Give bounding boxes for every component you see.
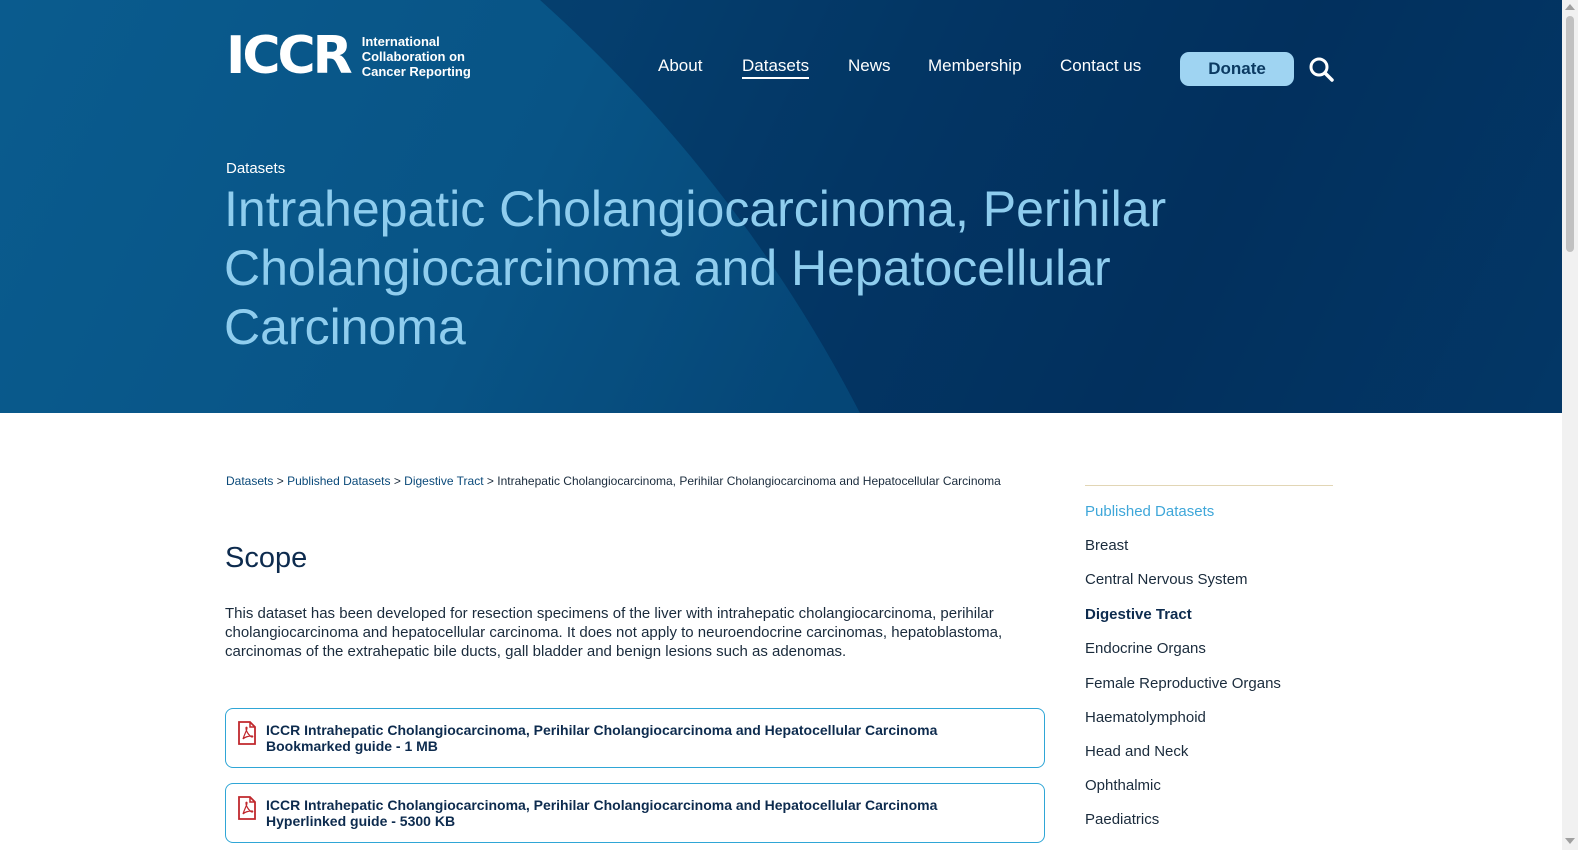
sidebar-item-head-and-neck[interactable]: Head and Neck [1085, 743, 1189, 760]
pdf-icon [237, 796, 257, 820]
breadcrumb-published-datasets[interactable]: Published Datasets [287, 474, 391, 488]
pdf-icon [237, 721, 257, 745]
sidebar-heading-published-datasets[interactable]: Published Datasets [1085, 503, 1215, 520]
scroll-up-arrow-icon[interactable] [1565, 4, 1575, 10]
page-title: Intrahepatic Cholangiocarcinoma, Perihilar Cholangiocarcinoma and Hepatocellular Carcinoma [224, 181, 1167, 355]
sidebar-item-ophthalmic[interactable]: Ophthalmic [1085, 777, 1161, 794]
scope-heading: Scope [225, 542, 308, 574]
sidebar-item-breast[interactable]: Breast [1085, 537, 1129, 554]
donate-button[interactable]: Donate [1180, 52, 1294, 86]
nav-contact-us[interactable]: Contact us [1060, 56, 1142, 75]
sidebar-item-female-reproductive-organs[interactable]: Female Reproductive Organs [1085, 675, 1281, 692]
sidebar-item-central-nervous-system[interactable]: Central Nervous System [1085, 571, 1248, 588]
logo-mark: ICCR [226, 26, 350, 86]
document-link-hyperlinked[interactable] [225, 783, 1045, 843]
sidebar-item-endocrine-organs[interactable]: Endocrine Organs [1085, 640, 1206, 657]
document-subtitle: Bookmarked guide - 1 MB [266, 738, 438, 754]
scope-text: This dataset has been developed for resection specimens of the liver with intrahepatic cholangiocarcinoma, perihilar cholangiocarcinoma and hepatocellular carcinoma. It does not apply to neuroendocrine carcinomas, hepatoblastoma, carcinomas of the extrahepatic bile ducts, gall bladder and benign lesions such as adenomas. [225, 605, 1003, 660]
breadcrumb-separator: > [486, 474, 494, 488]
document-title: ICCR Intrahepatic Cholangiocarcinoma, Perihilar Cholangiocarcinoma and Hepatocellular Carcinoma [266, 722, 938, 738]
search-icon[interactable] [1308, 56, 1336, 84]
document-subtitle: Hyperlinked guide - 5300 KB [266, 813, 456, 829]
sidebar-item-haematolymphoid[interactable]: Haematolymphoid [1085, 709, 1206, 726]
sidebar-item-paediatrics[interactable]: Paediatrics [1085, 811, 1160, 828]
scroll-down-arrow-icon[interactable] [1565, 838, 1575, 844]
breadcrumb-digestive-tract[interactable]: Digestive Tract [404, 474, 484, 488]
breadcrumb-current: Intrahepatic Cholangiocarcinoma, Perihilar Cholangiocarcinoma and Hepatocellular Carcinoma [497, 474, 1001, 488]
breadcrumb-datasets[interactable]: Datasets [226, 474, 274, 488]
nav-news[interactable]: News [848, 56, 891, 75]
hero-section-label: Datasets [226, 160, 286, 177]
document-link-bookmarked[interactable] [225, 708, 1045, 768]
breadcrumb-separator: > [393, 474, 401, 488]
hero-banner [0, 0, 1562, 413]
breadcrumb-separator: > [276, 474, 284, 488]
logo-text: International Collaboration on Cancer Reporting [361, 33, 471, 79]
page-scrollbar[interactable] [1562, 0, 1578, 850]
nav-about[interactable]: About [658, 56, 703, 75]
nav-datasets[interactable]: Datasets [742, 56, 809, 79]
breadcrumb [226, 474, 1001, 488]
nav-membership[interactable]: Membership [928, 56, 1022, 75]
sidebar-item-digestive-tract[interactable]: Digestive Tract [1085, 606, 1192, 623]
document-title: ICCR Intrahepatic Cholangiocarcinoma, Perihilar Cholangiocarcinoma and Hepatocellular Carcinoma [266, 797, 938, 813]
scrollbar-thumb[interactable] [1566, 16, 1574, 252]
main-nav [0, 52, 1562, 84]
sidebar-divider [1085, 485, 1333, 486]
